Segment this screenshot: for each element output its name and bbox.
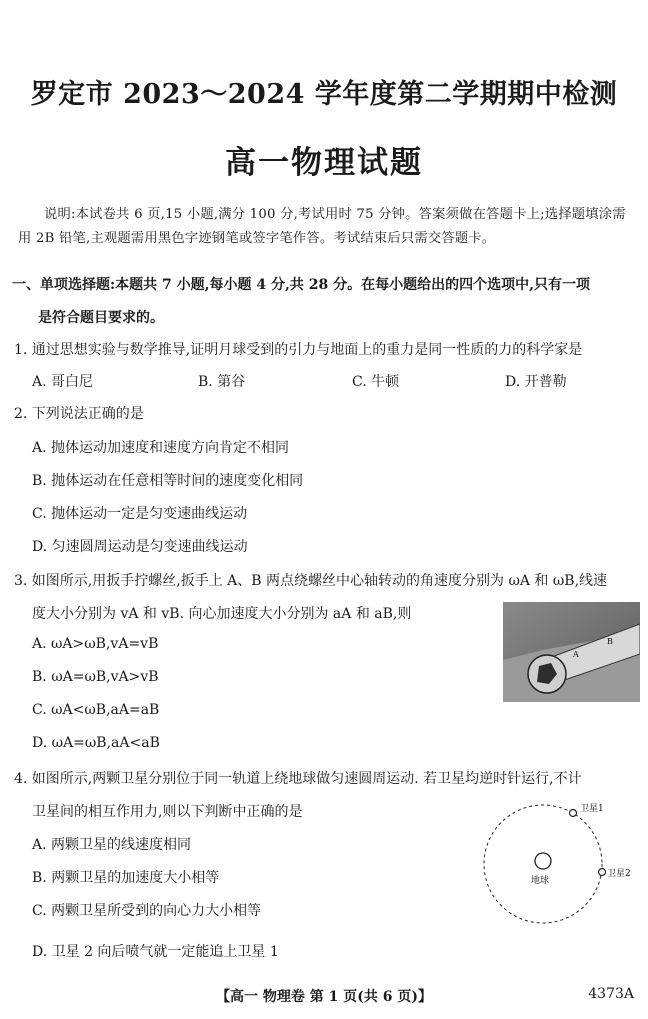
satellite-2-icon [599,869,606,876]
wrench-label-b: B [607,637,613,646]
q4-stem-line2: 卫星间的相互作用力,则以下判断中正确的是 [32,804,303,820]
q4-option-a: A. 两颗卫星的线速度相同 [32,837,192,853]
instructions-paragraph: 说明:本试卷共 6 页,15 小题,满分 100 分,考试用时 75 分钟。答案须做在答题卡上;选择题填涂需用 2B 铅笔,主观题需用黑色字迹钢笔或签字笔作答。考试结束后只需交答题卡。 [18,207,626,246]
wrench-figure [503,602,640,702]
q4-option-c: C. 两颗卫星所受到的向心力大小相等 [32,903,262,919]
q4-stem-line1: 4. 如图所示,两颗卫星分别位于同一轨道上绕地球做匀速圆周运动. 若卫星均逆时针运行,不计 [14,771,582,787]
section-heading [12,269,636,335]
q4-option-b: B. 两颗卫星的加速度大小相等 [32,870,220,886]
satellite-2-label: 卫星2 [607,869,631,879]
satellite-1-icon [570,810,577,817]
page-footer: 【高一 物理卷 第 1 页(共 6 页)】 [216,989,432,1005]
q3-stem-line1: 3. 如图所示,用扳手拧螺丝,扳手上 A、B 两点绕螺丝中心轴转动的角速度分别为 ωA 和 ωB,线速 [14,573,608,589]
satellite-1-label: 卫星1 [580,804,604,814]
q3-option-c: C. ωA<ωB,aA=aB [32,702,160,718]
q2-option-a: A. 抛体运动加速度和速度方向肯定不相同 [32,440,290,456]
section-heading-line2: 是符合题目要求的。 [38,310,164,326]
q3-stem-line2: 度大小分别为 vA 和 vB. 向心加速度大小分别为 aA 和 aB,则 [32,606,412,622]
q1-option-a: A. 哥白尼 [32,374,94,390]
q2-option-d: D. 匀速圆周运动是匀变速曲线运动 [32,539,248,555]
satellite-orbit-figure [468,796,643,926]
q2-stem: 2. 下列说法正确的是 [14,406,144,422]
exam-subtitle: 高一物理试题 [225,145,423,181]
q3-option-a: A. ωA>ωB,vA=vB [32,636,159,652]
q2-option-c: C. 抛体运动一定是匀变速曲线运动 [32,506,248,522]
q4-option-d: D. 卫星 2 向后喷气就一定能追上卫星 1 [32,944,279,960]
section-heading-line1: 一、单项选择题:本题共 7 小题,每小题 4 分,共 28 分。在每小题给出的四个选项中,只有一项 [12,277,590,293]
q3-option-d: D. ωA=ωB,aA<aB [32,735,160,751]
q1-option-b: B. 第谷 [198,374,246,390]
q1-option-d: D. 开普勒 [505,374,567,390]
q1-option-c: C. 牛顿 [352,374,400,390]
q3-option-b: B. ωA=ωB,vA>vB [32,669,159,685]
earth-icon [535,853,551,869]
q2-option-b: B. 抛体运动在任意相等时间的速度变化相同 [32,473,304,489]
exam-title: 罗定市 2023～2024 学年度第二学期期中检测 [30,79,618,110]
q1-stem: 1. 通过思想实验与数学推导,证明月球受到的引力与地面上的重力是同一性质的力的科学家是 [14,342,583,358]
paper-code: 4373A [588,986,634,1002]
wrench-label-a: A [573,650,579,659]
earth-label: 地球 [531,876,550,886]
